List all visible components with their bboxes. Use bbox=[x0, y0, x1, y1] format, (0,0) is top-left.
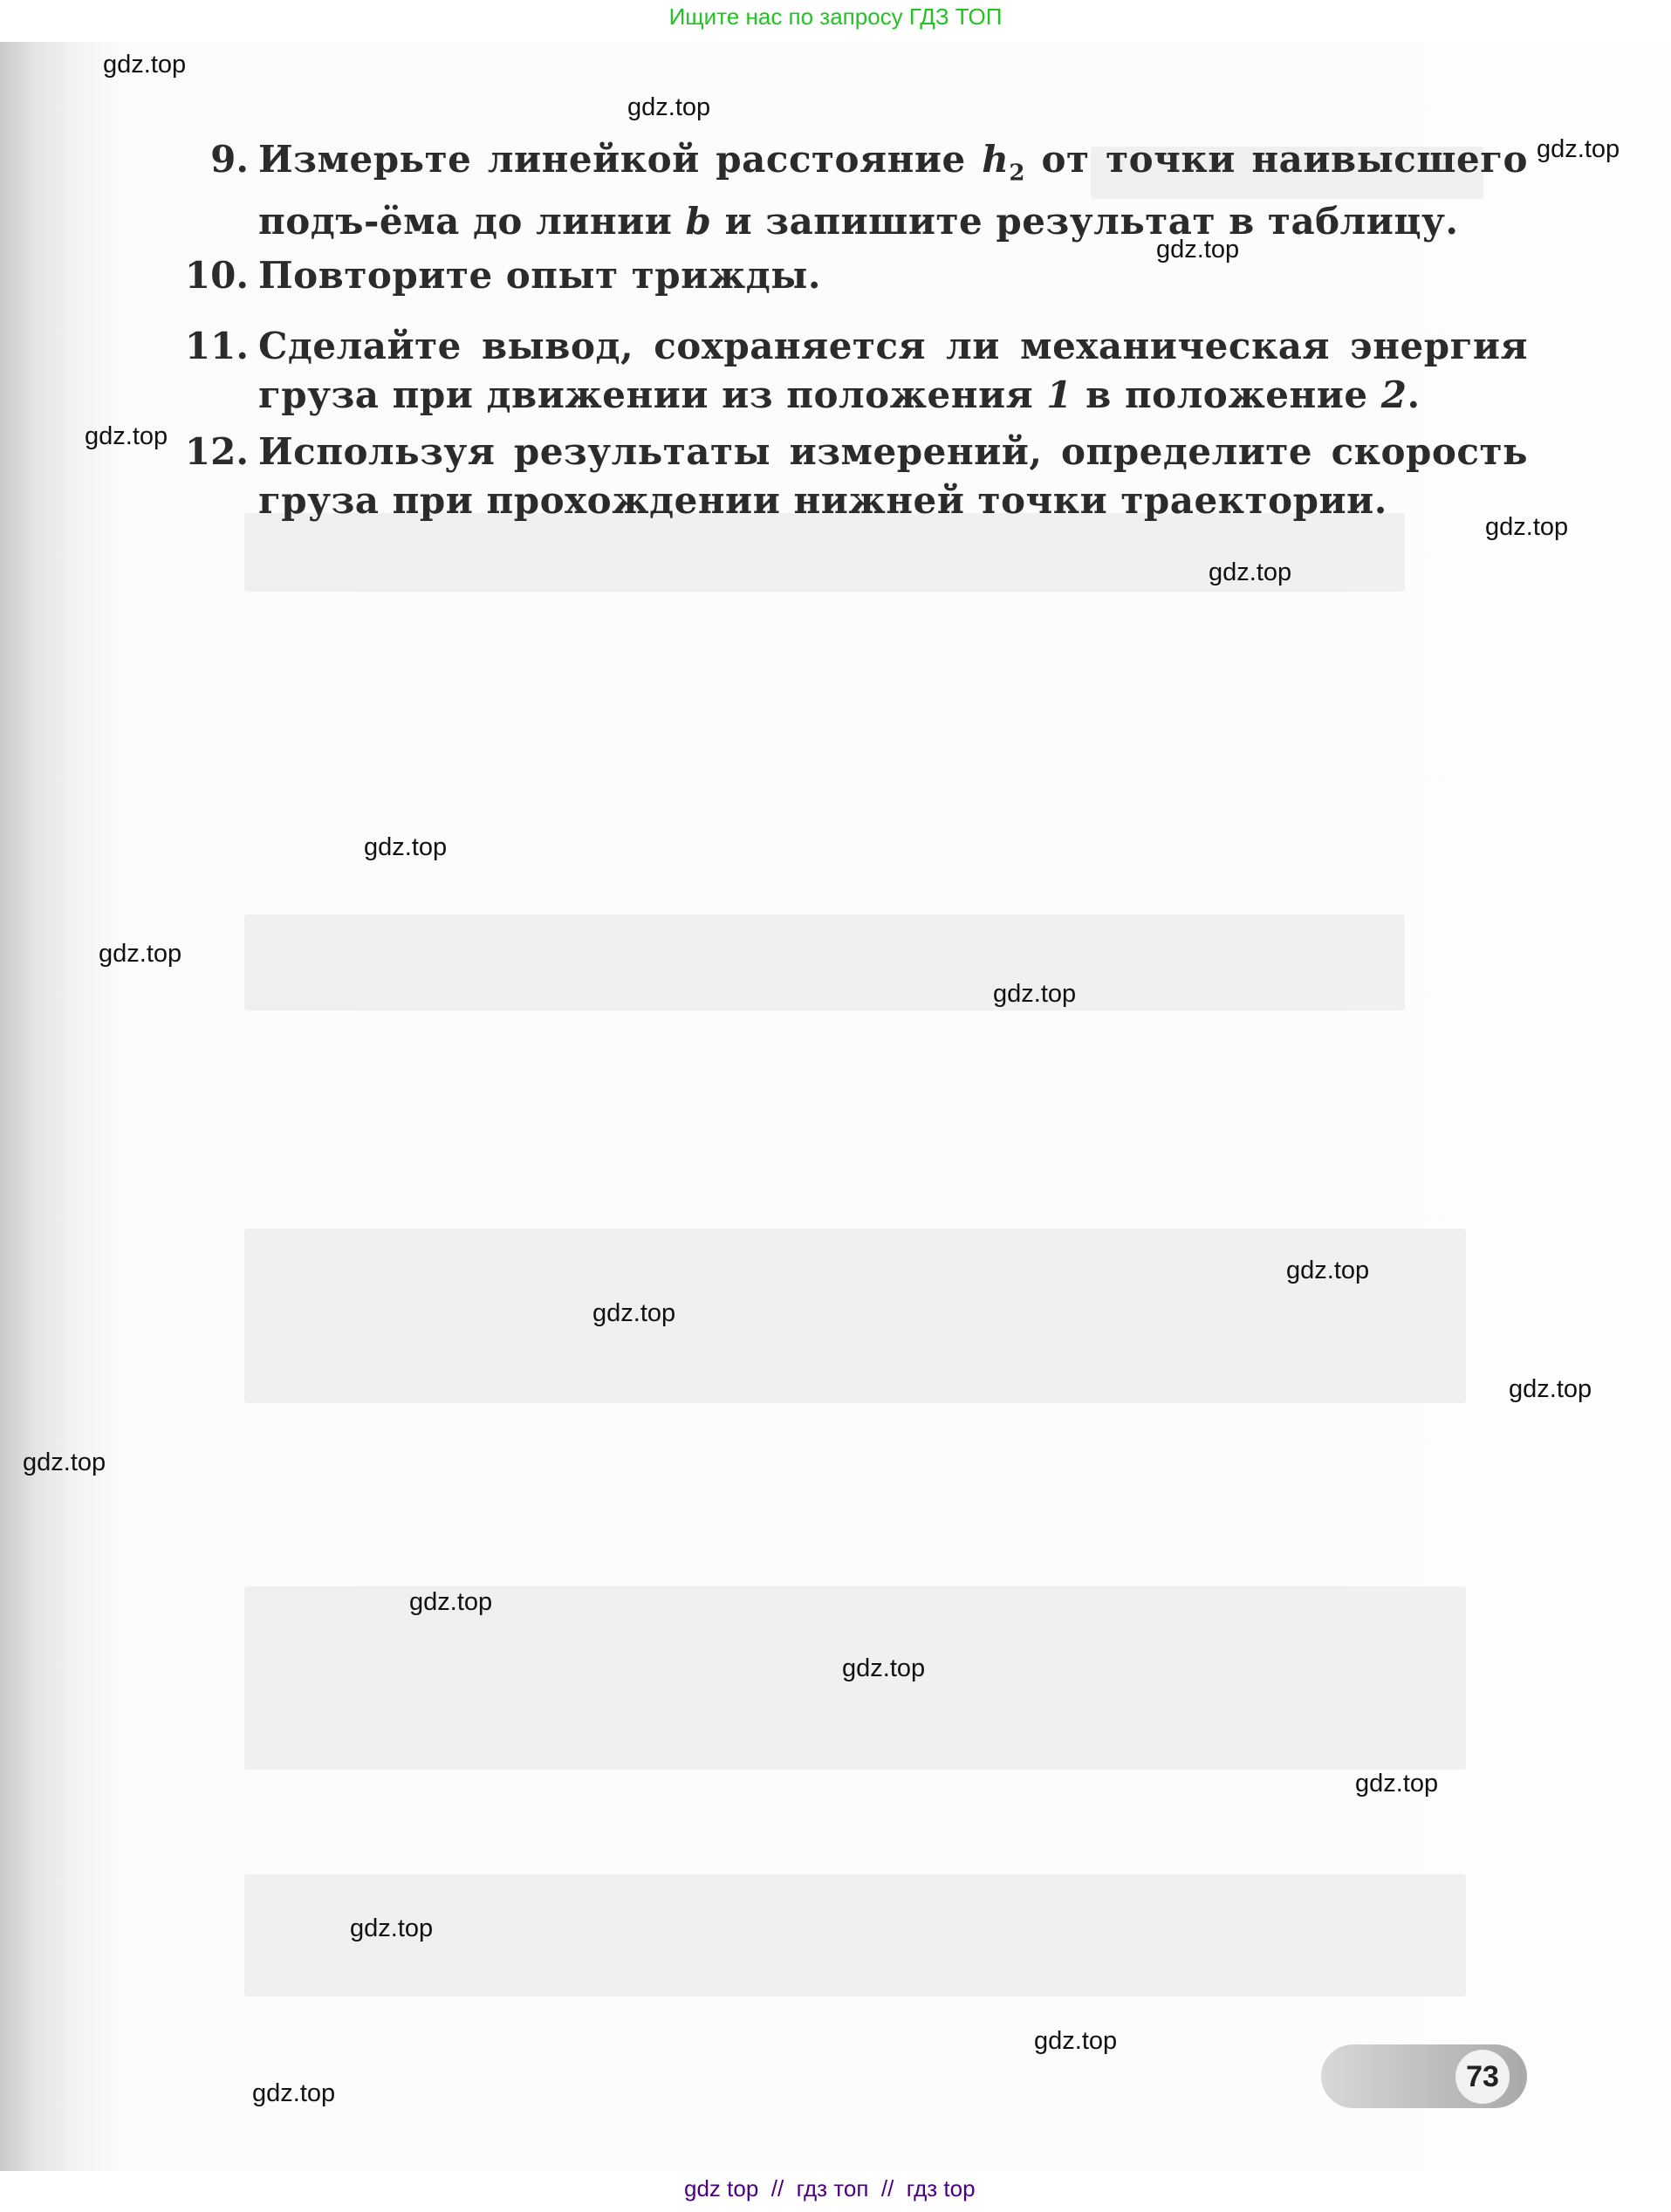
watermark: gdz.top bbox=[1509, 1375, 1592, 1403]
task-text: Повторите опыт трижды. bbox=[258, 254, 821, 297]
task-number: 11. bbox=[184, 325, 249, 367]
page-number: 73 bbox=[1455, 2050, 1510, 2104]
watermark: gdz.top bbox=[1355, 1770, 1439, 1798]
show-through-text bbox=[244, 1229, 1466, 1403]
watermark: gdz.top bbox=[103, 51, 187, 79]
search-banner[interactable]: Ищите нас по запросу ГДЗ ТОП bbox=[668, 3, 1003, 30]
watermark: gdz.top bbox=[1485, 513, 1569, 541]
watermark: gdz.top bbox=[99, 940, 182, 968]
footer-links[interactable]: gdz top // гдз топ // гдз top bbox=[684, 2175, 976, 2202]
watermark: gdz.top bbox=[364, 833, 448, 861]
task-text: Сделайте вывод, сохраняется ли механическая энергия груза при движении из положения 1 в положение 2. bbox=[258, 325, 1528, 416]
watermark: gdz.top bbox=[252, 2079, 336, 2107]
watermark: gdz.top bbox=[592, 1299, 676, 1327]
watermark: gdz.top bbox=[350, 1914, 434, 1942]
watermark: gdz.top bbox=[23, 1448, 106, 1476]
task-number: 10. bbox=[184, 254, 249, 297]
watermark: gdz.top bbox=[993, 980, 1077, 1008]
show-through-text bbox=[244, 914, 1405, 1010]
watermark: gdz.top bbox=[85, 422, 168, 450]
watermark: gdz.top bbox=[1209, 558, 1292, 586]
task-number: 9. bbox=[210, 138, 249, 181]
watermark: gdz.top bbox=[409, 1588, 493, 1616]
page-number-badge bbox=[1321, 2044, 1527, 2108]
watermark: gdz.top bbox=[627, 93, 711, 121]
watermark: gdz.top bbox=[1156, 236, 1240, 264]
watermark: gdz.top bbox=[842, 1654, 926, 1682]
watermark: gdz.top bbox=[1034, 2027, 1118, 2055]
task-number: 12. bbox=[184, 430, 249, 473]
task-text: Используя результаты измерений, определите скорость груза при прохождении нижней точки траектории. bbox=[258, 430, 1528, 522]
watermark: gdz.top bbox=[1537, 135, 1620, 163]
task-text: Измерьте линейкой расстояние $h_2$ от точки наивысшего подъ-ёма до линии b и запишите результат в таблицу. bbox=[258, 138, 1528, 243]
watermark: gdz.top bbox=[1286, 1257, 1370, 1284]
